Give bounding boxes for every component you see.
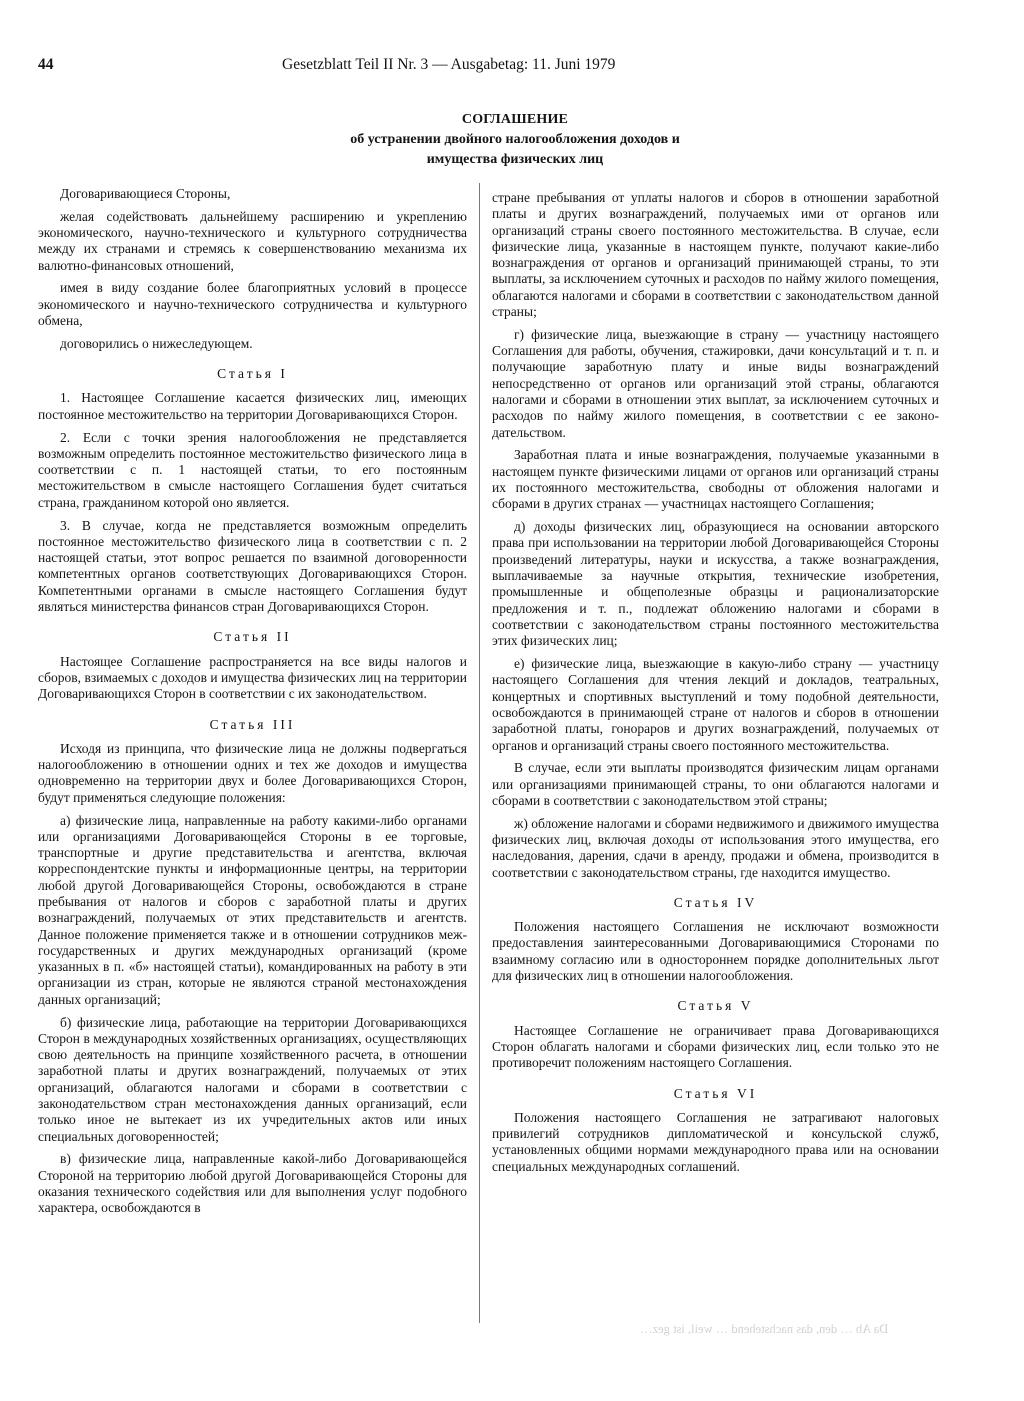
right-column xyxy=(492,190,939,1182)
paragraph: 3. В случае, когда не представляется возможным определить постоянное местожительство физического лица в соответствии с п. 2 настоящей статьи, этот вопрос решается по взаимной договоренности компетентных органов соответствующих Договаривающихся Сторон. Компетентными органами в смысле настоящего Соглашения будут являться министерства финансов стран Договаривающихся Сторон. xyxy=(38,517,467,615)
paragraph: д) доходы физических лиц, образующиеся на основании авторского права при использовании на территории любой Договаривающейся Стороны произведений литературы, науки и искусства, а также вознаграждения, выплачиваемые за научные открытия, технические изобретения, промышленные и общеполезные образцы и рационализаторские предложения и т. п., подлежат обложению налогами и сборами в соответствии с законодательством страны постоянного местожительства этих физических лиц; xyxy=(492,519,939,649)
paragraph: 1. Настоящее Соглашение касается физических лиц, имеющих постоянное местожительство на территории Договаривающихся Сторон. xyxy=(38,390,467,422)
running-title: Gesetzblatt Teil II Nr. 3 — Ausgabetag: 11. Juni 1979 xyxy=(282,56,616,73)
paragraph: Исходя из принципа, что физические лица не должны подвергаться налогообложению в отношении одних и тех же доходов и имущества одновременно на территории двух и более Договаривающихся Сторон, будут применяться следующие положения: xyxy=(38,740,467,805)
paragraph: договорились о нижеследующем. xyxy=(60,335,253,351)
paragraph: В случае, если эти выплаты производятся физическим лицам органами или организациями принимающей страны, то они облагаются налогами и сборами в соответствии с законодательством этой страны; xyxy=(492,760,939,808)
article-heading: Статья II xyxy=(213,629,292,645)
paragraph: в) физические лица, направленные какой-либо Договаривающейся Стороной на территорию любой другой Договаривающейся Стороны для оказания технического содействия или для выполнения услуг подобного характера, освобождаются в xyxy=(38,1151,467,1216)
left-column xyxy=(38,186,467,1223)
title-line-1: СОГЛАШЕНИЕ xyxy=(461,112,569,127)
paragraph: г) физические лица, выезжающие в страну — участницу настоящего Соглашения для работы, обучения, стажировки, дачи консультаций и т. п. и получающие заработную плату и иные виды вознаграждений непосредственно от органов или организаций этой страны, облагаются налогами и сборами в отношении этих выплат, за исключением суточных и расходов по найму жилого помещения, в соответствии с ее законодательством. xyxy=(492,326,939,440)
paragraph: стране пребывания от уплаты налогов и сборов в отношении заработной платы и других вознаграждений, получаемых ими от органов или организаций страны своего постоянного местожительства. В случае, если физические лица, указанные в настоящем пункте, получают какие-либо вознаграждения от органов и организаций принимающей страны, то эти выплаты, за исключением суточных и расходов по найму жилого помещения, облагаются налогами и сборами в соответствии с законодательством данной страны; xyxy=(492,190,939,320)
bleed-through-text: Da Ab … den, das nachstehend … weil, ist gez… xyxy=(640,1322,889,1336)
page-number: 44 xyxy=(38,56,54,73)
document-title xyxy=(280,110,750,170)
paragraph: Положения настоящего Соглашения не затрагивают налоговых привилегий сотрудников дипломатической и консульской служб, установленных общими нормами международного права или на основании специальных международных соглашений. xyxy=(492,1109,939,1174)
page-header xyxy=(38,56,686,78)
paragraph: имея в виду создание более благоприятных условий в процессе экономического и научно-технического сотрудничества и культурного обмена, xyxy=(38,280,467,329)
column-divider xyxy=(479,183,480,1323)
paragraph: Настоящее Соглашение не ограничивает права Договаривающихся Сторон облагать налогами и сборами физических лиц, если только это не противоречит положениям настоящего Соглашения. xyxy=(492,1022,939,1071)
article-heading: Статья VI xyxy=(673,1085,758,1101)
article-heading: Статья III xyxy=(209,716,296,732)
article-heading: Статья I xyxy=(217,366,288,382)
title-line-2: об устранении двойного налогообложения доходов и xyxy=(350,132,680,147)
paragraph: Положения настоящего Соглашения не исключают возможности предоставления заинтересованными Договаривающимися Сторонами по взаимному согласию или в одностороннем порядке дополнительных льгот для физических лиц в отношении налогообложения. xyxy=(492,919,939,984)
article-heading: Статья V xyxy=(677,998,754,1014)
paragraph: е) физические лица, выезжающие в какую-либо страну — участницу настоящего Соглашения для чтения лекций и докладов, театральных, концертных и спортивных выступлений и тому подобной деятельности, освобождаются в принимающей стране от налогов и сборов в отношении заработной платы, гонораров и других вознаграждений, получаемых от органов и организаций страны своего постоянного местожительства. xyxy=(492,656,939,753)
paragraph: Заработная плата и иные вознаграждения, получаемые указанными в настоящем пункте физическими лицами от органов или организаций страны их постоянного местожительства, свободны от обложения налогами и сборами в других странах — участницах настоящего Соглашения; xyxy=(492,447,939,512)
paragraph: Договаривающиеся Стороны, xyxy=(60,186,231,201)
paragraph: желая содействовать дальнейшему расширению и укреплению экономического, научно-технического и культурного сотрудничества между их странами и стремясь к совершенствованию механизма их валютно-финансовых отношений, xyxy=(38,208,467,273)
article-heading: Статья IV xyxy=(673,894,758,910)
paragraph: а) физические лица, направленные на работу какими-либо органами или организациями Договаривающейся Стороны в ее торговые, транспортные и другие представительства и агентства, включая корреспондентские пункты и информационные центры, на территории любой другой Договаривающейся Стороны, освобождаются в стране пребывания от налогов и сборов с заработной платы и других вознаграждений, получаемых от этих представительств и агентств. Данное положение применяется также и в отношении сотрудников межгосударственных и других международных организаций (кроме указанных в п. «б» настоящей статьи), командированных на работу в эти организации из стран, которые не являются страной местонахождения данных организаций; xyxy=(38,812,467,1007)
paragraph: 2. Если с точки зрения налогообложения не представляется возможным определить постоянное местожительство физического лица в соответствии с п. 1 настоящей статьи, то его постоянным местожительством в смысле настоящего Соглашения будет считаться страна, гражданином которой оно является. xyxy=(38,429,467,510)
paragraph: б) физические лица, работающие на территории Договаривающихся Сторон в международных хозяйственных организациях, осуществляющих свою деятельность на принципе хозяйственного расчета, в отношении заработной платы и других вознаграждений, получаемых от этих организаций, облагаются налогами и сборами в соответствии с законодательством стран местонахождения данных организаций, если только иное не вытекает из их учредительных актов или иных специальных договоренностей; xyxy=(38,1014,467,1144)
paragraph: Настоящее Соглашение распространяется на все виды налогов и сборов, взимаемых с доходов и имущества физических лиц на территории Договаривающихся Сторон в соответствии с их законодательством. xyxy=(38,653,467,702)
paragraph: ж) обложение налогами и сборами недвижимого и движимого имущества физических лиц, включая доходы от использования этого имущества, его наследования, дарения, сдачи в аренду, продажи и обмена, производится в соответствии с законодательством страны, где находится имущество. xyxy=(492,815,939,880)
title-line-3: имущества физических лиц xyxy=(426,152,604,167)
